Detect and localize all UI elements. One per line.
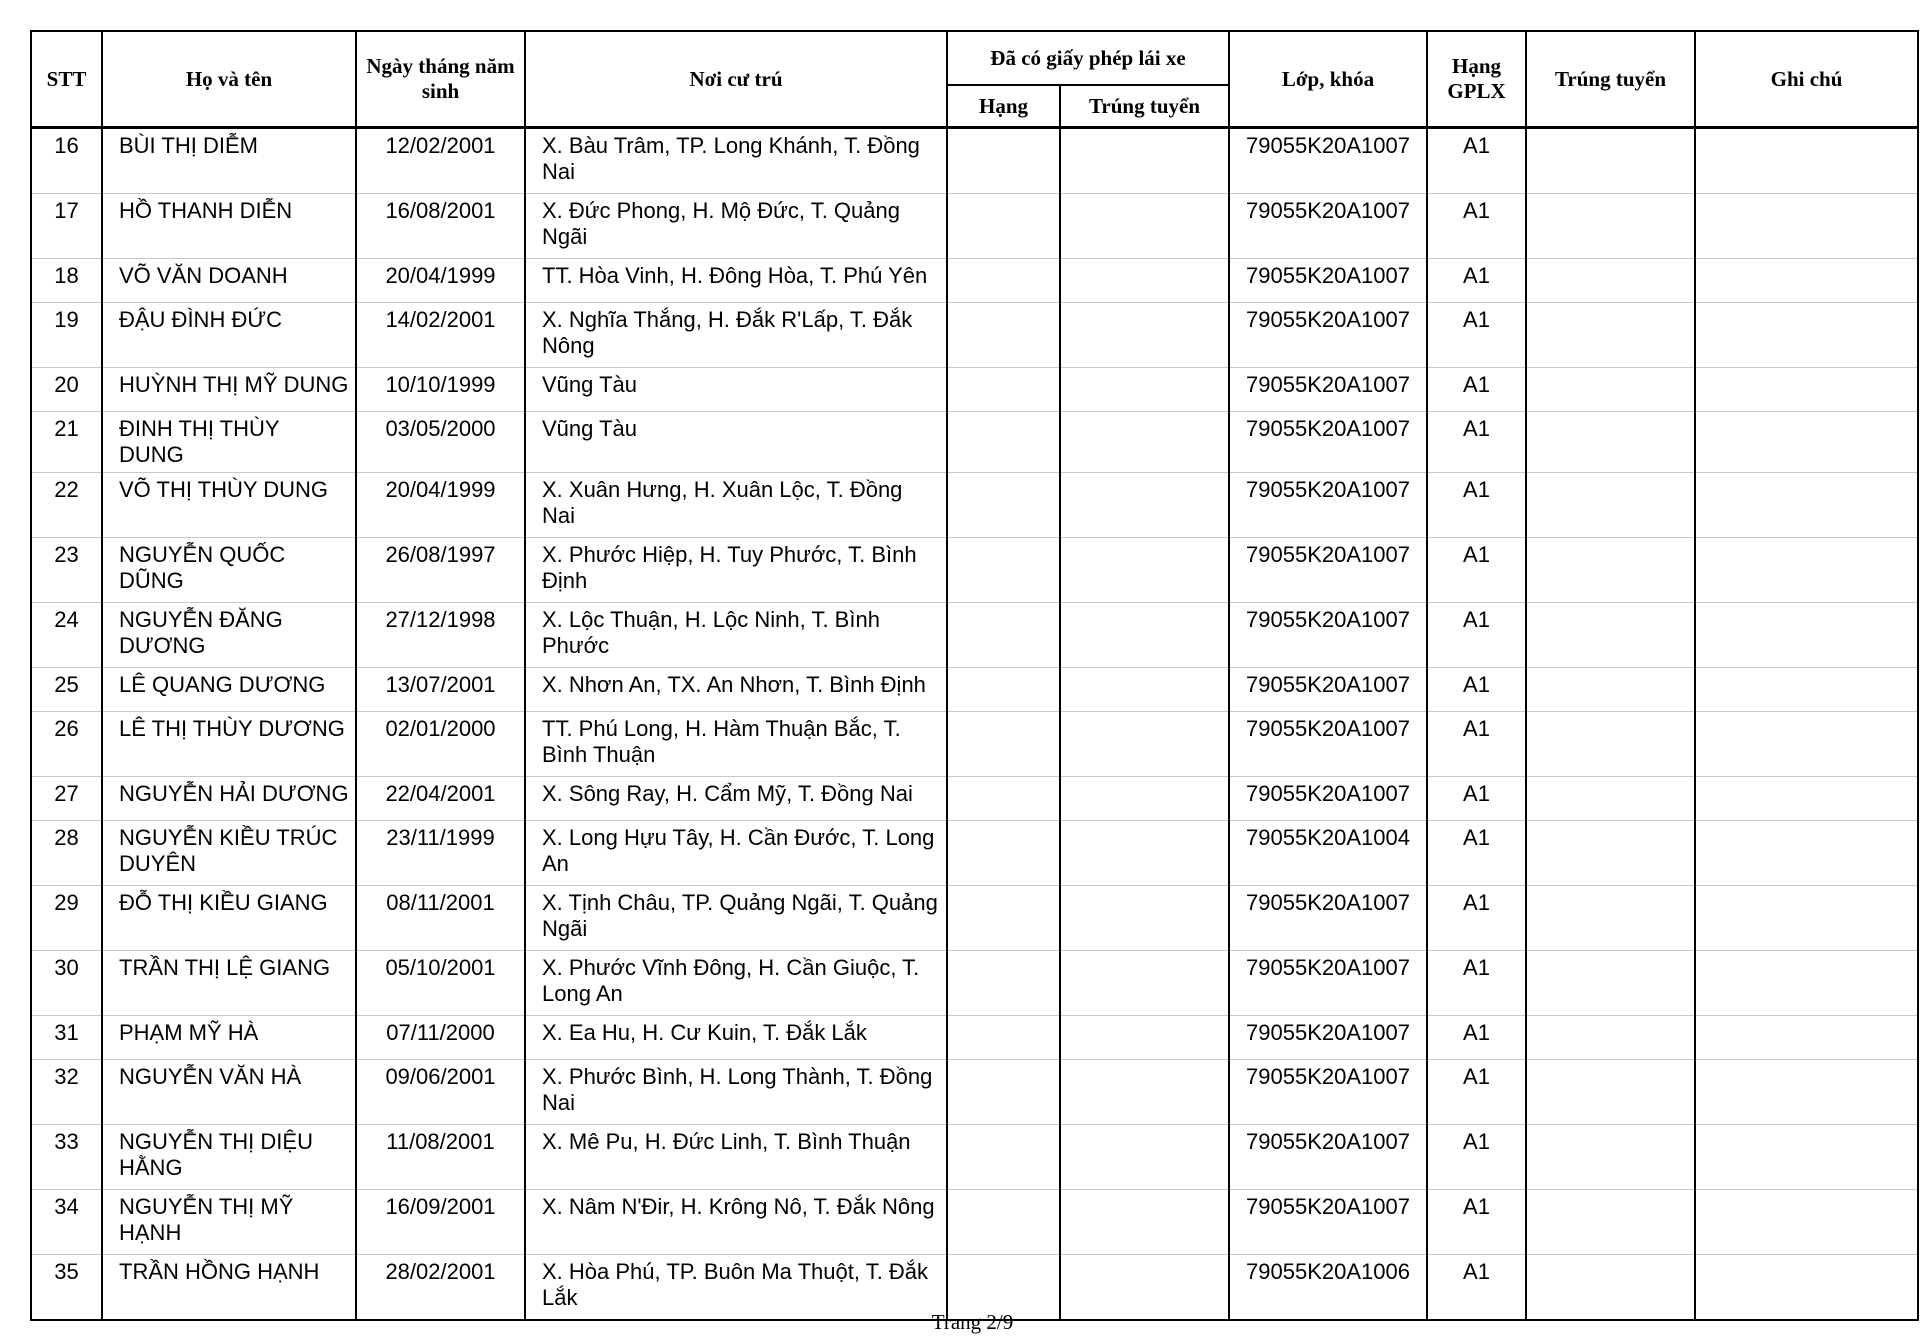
row-trung-tuyen-gplx <box>1060 777 1229 821</box>
row-name: VÕ THỊ THÙY DUNG <box>102 473 356 538</box>
row-class: 79055K20A1007 <box>1229 128 1427 194</box>
table-row <box>31 368 1918 412</box>
row-trung-tuyen-gplx <box>1060 259 1229 303</box>
table-row <box>31 886 1918 951</box>
row-dob: 16/09/2001 <box>356 1190 525 1255</box>
row-trung-tuyen <box>1526 473 1695 538</box>
row-hang <box>947 1125 1060 1190</box>
table-row <box>31 1060 1918 1125</box>
row-stt: 35 <box>31 1255 102 1321</box>
row-stt: 33 <box>31 1125 102 1190</box>
table-row <box>31 412 1918 473</box>
row-stt: 34 <box>31 1190 102 1255</box>
row-stt: 21 <box>31 412 102 473</box>
header-ho-ten: Họ và tên <box>102 31 356 128</box>
row-hang <box>947 951 1060 1016</box>
row-gplx: A1 <box>1427 303 1526 368</box>
row-class: 79055K20A1007 <box>1229 668 1427 712</box>
row-name: NGUYỄN QUỐC DŨNG <box>102 538 356 603</box>
row-address: Vũng Tàu <box>525 412 947 473</box>
row-hang <box>947 712 1060 777</box>
row-ghi-chu <box>1695 368 1918 412</box>
header-lop-khoa: Lớp, khóa <box>1229 31 1427 128</box>
row-gplx: A1 <box>1427 473 1526 538</box>
row-trung-tuyen-gplx <box>1060 194 1229 259</box>
row-trung-tuyen <box>1526 1016 1695 1060</box>
row-class: 79055K20A1007 <box>1229 1060 1427 1125</box>
row-trung-tuyen <box>1526 368 1695 412</box>
row-dob: 12/02/2001 <box>356 128 525 194</box>
row-address: X. Nhơn An, TX. An Nhơn, T. Bình Định <box>525 668 947 712</box>
row-dob: 26/08/1997 <box>356 538 525 603</box>
row-hang <box>947 1016 1060 1060</box>
row-gplx: A1 <box>1427 603 1526 668</box>
row-trung-tuyen <box>1526 603 1695 668</box>
table-row <box>31 538 1918 603</box>
row-name: LÊ QUANG DƯƠNG <box>102 668 356 712</box>
row-ghi-chu <box>1695 821 1918 886</box>
row-class: 79055K20A1007 <box>1229 1016 1427 1060</box>
row-trung-tuyen-gplx <box>1060 712 1229 777</box>
row-address: X. Xuân Hưng, H. Xuân Lộc, T. Đồng Nai <box>525 473 947 538</box>
row-dob: 11/08/2001 <box>356 1125 525 1190</box>
table-row <box>31 473 1918 538</box>
row-gplx: A1 <box>1427 886 1526 951</box>
page-number: Trang 2/9 <box>931 1310 1014 1334</box>
row-stt: 19 <box>31 303 102 368</box>
row-name: NGUYỄN KIỀU TRÚC DUYÊN <box>102 821 356 886</box>
row-name: LÊ THỊ THÙY DƯƠNG <box>102 712 356 777</box>
row-hang <box>947 538 1060 603</box>
row-trung-tuyen <box>1526 1125 1695 1190</box>
row-gplx: A1 <box>1427 1255 1526 1321</box>
row-stt: 17 <box>31 194 102 259</box>
row-gplx: A1 <box>1427 538 1526 603</box>
row-address: X. Sông Ray, H. Cẩm Mỹ, T. Đồng Nai <box>525 777 947 821</box>
row-dob: 23/11/1999 <box>356 821 525 886</box>
row-dob: 08/11/2001 <box>356 886 525 951</box>
row-dob: 16/08/2001 <box>356 194 525 259</box>
row-name: HUỲNH THỊ MỸ DUNG <box>102 368 356 412</box>
row-ghi-chu <box>1695 668 1918 712</box>
row-name: NGUYỄN ĐĂNG DƯƠNG <box>102 603 356 668</box>
row-trung-tuyen <box>1526 777 1695 821</box>
header-trung-tuyen: Trúng tuyển <box>1526 31 1695 128</box>
table-row <box>31 128 1918 194</box>
header-hang: Hạng <box>947 85 1060 128</box>
row-hang <box>947 777 1060 821</box>
row-ghi-chu <box>1695 538 1918 603</box>
row-name: PHẠM MỸ HÀ <box>102 1016 356 1060</box>
table-row <box>31 777 1918 821</box>
row-class: 79055K20A1007 <box>1229 194 1427 259</box>
row-name: VÕ VĂN DOANH <box>102 259 356 303</box>
row-name: ĐỖ THỊ KIỀU GIANG <box>102 886 356 951</box>
row-stt: 32 <box>31 1060 102 1125</box>
row-class: 79055K20A1007 <box>1229 603 1427 668</box>
table-row <box>31 603 1918 668</box>
row-gplx: A1 <box>1427 368 1526 412</box>
row-dob: 09/06/2001 <box>356 1060 525 1125</box>
header-trung-tuyen-sub: Trúng tuyển <box>1060 85 1229 128</box>
row-stt: 20 <box>31 368 102 412</box>
row-stt: 30 <box>31 951 102 1016</box>
row-trung-tuyen <box>1526 303 1695 368</box>
row-gplx: A1 <box>1427 128 1526 194</box>
table-row <box>31 194 1918 259</box>
table-row <box>31 303 1918 368</box>
row-gplx: A1 <box>1427 1016 1526 1060</box>
row-trung-tuyen <box>1526 194 1695 259</box>
row-hang <box>947 886 1060 951</box>
row-stt: 22 <box>31 473 102 538</box>
row-trung-tuyen-gplx <box>1060 668 1229 712</box>
table-row <box>31 1190 1918 1255</box>
row-trung-tuyen <box>1526 821 1695 886</box>
row-name: NGUYỄN HẢI DƯƠNG <box>102 777 356 821</box>
row-trung-tuyen-gplx <box>1060 951 1229 1016</box>
table-row <box>31 1016 1918 1060</box>
row-trung-tuyen <box>1526 259 1695 303</box>
row-dob: 10/10/1999 <box>356 368 525 412</box>
row-gplx: A1 <box>1427 1125 1526 1190</box>
row-trung-tuyen-gplx <box>1060 1016 1229 1060</box>
row-address: X. Hòa Phú, TP. Buôn Ma Thuột, T. Đắk Lắk <box>525 1255 947 1321</box>
row-hang <box>947 303 1060 368</box>
row-trung-tuyen-gplx <box>1060 603 1229 668</box>
row-ghi-chu <box>1695 128 1918 194</box>
row-stt: 18 <box>31 259 102 303</box>
row-trung-tuyen-gplx <box>1060 1060 1229 1125</box>
row-ghi-chu <box>1695 473 1918 538</box>
row-gplx: A1 <box>1427 777 1526 821</box>
row-address: Vũng Tàu <box>525 368 947 412</box>
row-class: 79055K20A1007 <box>1229 886 1427 951</box>
row-trung-tuyen-gplx <box>1060 303 1229 368</box>
header-da-co-gplx: Đã có giấy phép lái xe <box>947 31 1229 85</box>
row-ghi-chu <box>1695 777 1918 821</box>
row-gplx: A1 <box>1427 1060 1526 1125</box>
row-hang <box>947 259 1060 303</box>
row-hang <box>947 668 1060 712</box>
row-gplx: A1 <box>1427 194 1526 259</box>
row-dob: 28/02/2001 <box>356 1255 525 1321</box>
row-class: 79055K20A1007 <box>1229 1190 1427 1255</box>
row-ghi-chu <box>1695 712 1918 777</box>
row-name: TRẦN HỒNG HẠNH <box>102 1255 356 1321</box>
row-trung-tuyen <box>1526 538 1695 603</box>
row-trung-tuyen-gplx <box>1060 368 1229 412</box>
row-stt: 25 <box>31 668 102 712</box>
row-class: 79055K20A1007 <box>1229 951 1427 1016</box>
row-dob: 13/07/2001 <box>356 668 525 712</box>
row-hang <box>947 194 1060 259</box>
row-ghi-chu <box>1695 951 1918 1016</box>
row-address: X. Phước Vĩnh Đông, H. Cần Giuộc, T. Long An <box>525 951 947 1016</box>
row-class: 79055K20A1004 <box>1229 821 1427 886</box>
row-address: TT. Hòa Vinh, H. Đông Hòa, T. Phú Yên <box>525 259 947 303</box>
row-gplx: A1 <box>1427 712 1526 777</box>
document-sheet <box>30 30 1917 1321</box>
row-gplx: A1 <box>1427 259 1526 303</box>
table-row <box>31 712 1918 777</box>
row-name: TRẦN THỊ LỆ GIANG <box>102 951 356 1016</box>
row-ghi-chu <box>1695 194 1918 259</box>
row-class: 79055K20A1007 <box>1229 259 1427 303</box>
row-trung-tuyen <box>1526 712 1695 777</box>
row-trung-tuyen-gplx <box>1060 412 1229 473</box>
row-address: X. Tịnh Châu, TP. Quảng Ngãi, T. Quảng Ngãi <box>525 886 947 951</box>
row-class: 79055K20A1007 <box>1229 538 1427 603</box>
row-address: X. Đức Phong, H. Mộ Đức, T. Quảng Ngãi <box>525 194 947 259</box>
row-address: X. Mê Pu, H. Đức Linh, T. Bình Thuận <box>525 1125 947 1190</box>
table-row <box>31 951 1918 1016</box>
row-hang <box>947 473 1060 538</box>
row-trung-tuyen-gplx <box>1060 886 1229 951</box>
row-trung-tuyen <box>1526 668 1695 712</box>
table-row <box>31 259 1918 303</box>
row-name: BÙI THỊ DIỄM <box>102 128 356 194</box>
row-trung-tuyen-gplx <box>1060 473 1229 538</box>
row-trung-tuyen <box>1526 1190 1695 1255</box>
row-dob: 20/04/1999 <box>356 473 525 538</box>
row-ghi-chu <box>1695 1016 1918 1060</box>
row-dob: 27/12/1998 <box>356 603 525 668</box>
row-ghi-chu <box>1695 259 1918 303</box>
row-ghi-chu <box>1695 412 1918 473</box>
row-dob: 20/04/1999 <box>356 259 525 303</box>
row-trung-tuyen <box>1526 951 1695 1016</box>
row-address: TT. Phú Long, H. Hàm Thuận Bắc, T. Bình Thuận <box>525 712 947 777</box>
row-stt: 27 <box>31 777 102 821</box>
row-class: 79055K20A1007 <box>1229 712 1427 777</box>
table-row <box>31 821 1918 886</box>
row-address: X. Phước Bình, H. Long Thành, T. Đồng Nai <box>525 1060 947 1125</box>
table-row <box>31 668 1918 712</box>
row-stt: 31 <box>31 1016 102 1060</box>
row-gplx: A1 <box>1427 412 1526 473</box>
row-dob: 14/02/2001 <box>356 303 525 368</box>
row-name: ĐINH THỊ THÙY DUNG <box>102 412 356 473</box>
header-hang-gplx: Hạng GPLX <box>1427 31 1526 128</box>
row-name: NGUYỄN THỊ MỸ HẠNH <box>102 1190 356 1255</box>
table-header <box>31 31 1918 128</box>
row-trung-tuyen-gplx <box>1060 821 1229 886</box>
header-ngay-sinh: Ngày tháng năm sinh <box>356 31 525 128</box>
row-gplx: A1 <box>1427 951 1526 1016</box>
row-ghi-chu <box>1695 1060 1918 1125</box>
row-gplx: A1 <box>1427 1190 1526 1255</box>
row-trung-tuyen <box>1526 412 1695 473</box>
row-address: X. Phước Hiệp, H. Tuy Phước, T. Bình Định <box>525 538 947 603</box>
row-name: NGUYỄN THỊ DIỆU HẰNG <box>102 1125 356 1190</box>
row-stt: 26 <box>31 712 102 777</box>
row-trung-tuyen <box>1526 128 1695 194</box>
row-address: X. Lộc Thuận, H. Lộc Ninh, T. Bình Phước <box>525 603 947 668</box>
row-class: 79055K20A1007 <box>1229 368 1427 412</box>
row-hang <box>947 412 1060 473</box>
header-stt: STT <box>31 31 102 128</box>
row-stt: 29 <box>31 886 102 951</box>
row-gplx: A1 <box>1427 668 1526 712</box>
row-class: 79055K20A1007 <box>1229 777 1427 821</box>
row-dob: 22/04/2001 <box>356 777 525 821</box>
row-hang <box>947 128 1060 194</box>
row-hang <box>947 603 1060 668</box>
row-ghi-chu <box>1695 1125 1918 1190</box>
row-trung-tuyen-gplx <box>1060 538 1229 603</box>
row-hang <box>947 368 1060 412</box>
row-ghi-chu <box>1695 303 1918 368</box>
row-address: X. Nâm N'Đir, H. Krông Nô, T. Đắk Nông <box>525 1190 947 1255</box>
header-noi-cu-tru: Nơi cư trú <box>525 31 947 128</box>
row-trung-tuyen <box>1526 1060 1695 1125</box>
row-trung-tuyen-gplx <box>1060 1190 1229 1255</box>
row-name: HỒ THANH DIỄN <box>102 194 356 259</box>
row-address: X. Nghĩa Thắng, H. Đắk R'Lấp, T. Đắk Nông <box>525 303 947 368</box>
row-ghi-chu <box>1695 1190 1918 1255</box>
row-name: NGUYỄN VĂN HÀ <box>102 1060 356 1125</box>
row-trung-tuyen-gplx <box>1060 128 1229 194</box>
row-trung-tuyen-gplx <box>1060 1125 1229 1190</box>
row-name: ĐẬU ĐÌNH ĐỨC <box>102 303 356 368</box>
row-class: 79055K20A1007 <box>1229 303 1427 368</box>
row-stt: 24 <box>31 603 102 668</box>
table-row <box>31 1125 1918 1190</box>
row-dob: 05/10/2001 <box>356 951 525 1016</box>
header-ghi-chu: Ghi chú <box>1695 31 1918 128</box>
row-hang <box>947 1060 1060 1125</box>
row-stt: 28 <box>31 821 102 886</box>
row-class: 79055K20A1007 <box>1229 412 1427 473</box>
candidate-table <box>30 30 1919 1321</box>
row-class: 79055K20A1007 <box>1229 473 1427 538</box>
row-hang <box>947 821 1060 886</box>
row-hang <box>947 1190 1060 1255</box>
row-address: X. Bàu Trâm, TP. Long Khánh, T. Đồng Nai <box>525 128 947 194</box>
row-stt: 16 <box>31 128 102 194</box>
row-dob: 03/05/2000 <box>356 412 525 473</box>
row-ghi-chu <box>1695 886 1918 951</box>
row-class: 79055K20A1007 <box>1229 1125 1427 1190</box>
row-dob: 02/01/2000 <box>356 712 525 777</box>
row-stt: 23 <box>31 538 102 603</box>
row-trung-tuyen <box>1526 886 1695 951</box>
row-address: X. Ea Hu, H. Cư Kuin, T. Đắk Lắk <box>525 1016 947 1060</box>
row-class: 79055K20A1006 <box>1229 1255 1427 1321</box>
row-address: X. Long Hựu Tây, H. Cần Đước, T. Long An <box>525 821 947 886</box>
row-dob: 07/11/2000 <box>356 1016 525 1060</box>
row-ghi-chu <box>1695 603 1918 668</box>
table-body <box>31 128 1918 1321</box>
row-gplx: A1 <box>1427 821 1526 886</box>
